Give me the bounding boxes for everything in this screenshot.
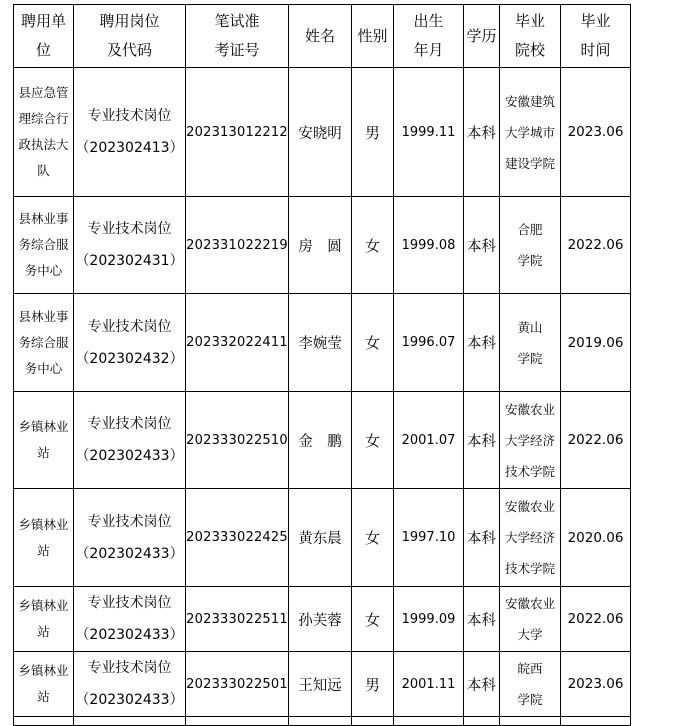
unit-cell <box>14 197 74 294</box>
edu-cell <box>464 652 500 717</box>
column-header-unit <box>14 5 74 68</box>
birth-value: 1999.09 <box>401 611 456 627</box>
school-cell <box>500 652 561 717</box>
unit-cell <box>14 489 74 587</box>
post-line: 专业技术岗位 <box>87 660 172 676</box>
time-cell <box>561 489 631 587</box>
gender-cell <box>352 197 394 294</box>
school-line: 技术学院 <box>504 463 555 479</box>
post-cell <box>74 392 186 489</box>
school-line: 学院 <box>517 253 543 268</box>
unit-cell <box>14 68 74 197</box>
school-line: 大学 <box>517 627 543 642</box>
post-line: （202302433） <box>75 448 184 464</box>
school-cell <box>500 68 561 197</box>
school-cell <box>500 587 561 652</box>
post-line: 专业技术岗位 <box>87 595 172 611</box>
school-line: 大学城市 <box>504 124 555 140</box>
gender-cell <box>352 652 394 717</box>
exam-value: 202333022511 <box>186 611 288 627</box>
unit-line: 站 <box>37 542 50 558</box>
name-value: 孙芙蓉 <box>298 612 342 629</box>
school-line: 技术学院 <box>504 561 555 576</box>
column-header-text: 位 <box>35 41 51 59</box>
birth-cell <box>394 392 464 489</box>
school-line: 学院 <box>517 350 543 366</box>
unit-line: 务中心 <box>24 360 63 376</box>
exam-value: 202333022501 <box>186 676 288 692</box>
birth-cell <box>394 294 464 392</box>
edu-cell <box>464 392 500 489</box>
exam-value: 202333022425 <box>186 530 288 545</box>
column-header-text: 年月 <box>413 41 444 59</box>
edu-cell <box>464 587 500 652</box>
unit-line: 县林业事 <box>18 308 69 324</box>
table-row-partial <box>14 717 631 726</box>
post-cell <box>74 587 186 652</box>
birth-cell <box>394 489 464 587</box>
school-line: 安徽农业 <box>504 401 555 417</box>
edu-value: 本科 <box>467 612 496 629</box>
column-header-text: 性别 <box>357 26 388 45</box>
column-header-post <box>74 5 186 68</box>
unit-line: 站 <box>37 689 50 704</box>
table-row <box>14 587 631 652</box>
school-line: 安徽农业 <box>504 596 555 611</box>
gender-value: 女 <box>364 529 380 547</box>
time-cell-empty <box>561 717 631 726</box>
recruitment-roster-table <box>13 4 631 726</box>
name-cell <box>289 587 352 652</box>
edu-cell <box>464 68 500 197</box>
table-row <box>14 489 631 587</box>
unit-line: 务综合服 <box>18 237 69 252</box>
exam-cell <box>186 489 289 587</box>
gender-cell <box>352 587 394 652</box>
column-header-text: 毕业 <box>580 12 611 30</box>
unit-line: 县应急管 <box>18 85 69 100</box>
edu-value: 本科 <box>467 125 496 142</box>
exam-cell <box>186 587 289 652</box>
edu-value: 本科 <box>467 336 496 352</box>
exam-value: 202313012212 <box>186 124 288 140</box>
exam-value: 202331022219 <box>186 237 288 253</box>
name-cell-empty <box>289 717 352 726</box>
post-cell <box>74 197 186 294</box>
post-line: 专业技术岗位 <box>87 108 172 124</box>
time-cell <box>561 68 631 197</box>
school-cell-empty <box>500 717 561 726</box>
time-value: 2019.06 <box>567 334 624 351</box>
birth-cell-empty <box>394 717 464 726</box>
name-cell <box>289 68 352 197</box>
post-line: （202302431） <box>75 253 184 269</box>
gender-value: 男 <box>364 675 380 694</box>
post-cell <box>74 652 186 717</box>
birth-value: 1999.11 <box>401 124 456 140</box>
post-line: 专业技术岗位 <box>87 416 172 432</box>
table-row <box>14 68 631 197</box>
name-value: 房 圆 <box>298 238 342 255</box>
edu-cell <box>464 489 500 587</box>
gender-value: 女 <box>364 334 380 352</box>
column-header-text: 考证号 <box>214 41 260 59</box>
name-value: 李婉莹 <box>298 336 342 352</box>
time-value: 2022.06 <box>567 611 624 627</box>
table-row <box>14 197 631 294</box>
post-line: 专业技术岗位 <box>87 513 172 530</box>
exam-cell <box>186 652 289 717</box>
gender-value: 女 <box>364 431 380 450</box>
exam-value: 202333022510 <box>186 432 288 448</box>
unit-line: 乡镇林业 <box>18 419 69 434</box>
edu-value: 本科 <box>467 238 496 255</box>
birth-value: 2001.07 <box>401 432 456 448</box>
post-line: （202302433） <box>75 627 184 643</box>
unit-line: 务综合服 <box>18 334 69 350</box>
birth-value: 1999.08 <box>401 237 456 253</box>
edu-cell-empty <box>464 717 500 726</box>
school-cell <box>500 197 561 294</box>
column-header-edu <box>464 5 500 68</box>
column-header-time <box>561 5 631 68</box>
name-cell <box>289 197 352 294</box>
birth-cell <box>394 197 464 294</box>
school-line: 大学经济 <box>504 530 555 545</box>
column-header-text: 时间 <box>580 41 611 59</box>
table-row <box>14 392 631 489</box>
time-value: 2023.06 <box>567 676 624 692</box>
unit-line: 队 <box>37 163 50 178</box>
header-row <box>14 5 631 68</box>
school-line: 建设学院 <box>504 155 555 171</box>
school-cell <box>500 489 561 587</box>
column-header-birth <box>394 5 464 68</box>
unit-cell <box>14 392 74 489</box>
birth-value: 1997.10 <box>401 530 456 545</box>
exam-cell <box>186 392 289 489</box>
post-cell <box>74 68 186 197</box>
post-cell <box>74 294 186 392</box>
column-header-text: 毕业 <box>514 12 545 30</box>
edu-value: 本科 <box>467 677 496 694</box>
name-value: 安晓明 <box>298 125 342 142</box>
birth-cell <box>394 652 464 717</box>
exam-cell <box>186 68 289 197</box>
exam-cell <box>186 294 289 392</box>
unit-line: 务中心 <box>24 263 63 278</box>
unit-line: 站 <box>37 624 50 639</box>
exam-cell <box>186 197 289 294</box>
name-value: 金 鹏 <box>298 433 342 450</box>
edu-value: 本科 <box>467 433 496 450</box>
unit-line: 理综合行 <box>18 111 69 126</box>
time-cell <box>561 587 631 652</box>
gender-cell <box>352 294 394 392</box>
school-line: 皖西 <box>517 661 543 676</box>
post-cell <box>74 489 186 587</box>
time-cell <box>561 652 631 717</box>
post-line: （202302433） <box>75 545 184 562</box>
column-header-text: 聘用岗位 <box>99 12 160 30</box>
column-header-text: 及代码 <box>106 41 152 59</box>
name-cell <box>289 392 352 489</box>
unit-line: 县林业事 <box>18 211 69 226</box>
unit-line: 乡镇林业 <box>18 598 69 613</box>
time-value: 2022.06 <box>567 237 624 253</box>
name-cell <box>289 489 352 587</box>
unit-cell-empty <box>14 717 74 726</box>
gender-cell <box>352 392 394 489</box>
unit-line: 乡镇林业 <box>18 663 69 678</box>
edu-cell <box>464 197 500 294</box>
school-cell <box>500 294 561 392</box>
school-line: 黄山 <box>517 319 543 335</box>
post-line: （202302413） <box>75 140 184 156</box>
school-line: 合肥 <box>517 222 543 237</box>
post-line: （202302432） <box>75 350 184 367</box>
gender-cell <box>352 489 394 587</box>
birth-value: 2001.11 <box>401 676 456 692</box>
school-line: 学院 <box>517 692 543 707</box>
school-line: 大学经济 <box>504 432 555 448</box>
time-value: 2022.06 <box>567 432 624 448</box>
school-line: 安徽建筑 <box>504 93 555 109</box>
name-value: 王知远 <box>298 677 342 694</box>
column-header-text: 聘用单 <box>20 12 66 30</box>
column-header-text: 姓名 <box>304 26 335 45</box>
time-cell <box>561 197 631 294</box>
column-header-gender <box>352 5 394 68</box>
unit-cell <box>14 652 74 717</box>
birth-cell <box>394 587 464 652</box>
gender-value: 男 <box>364 123 380 142</box>
edu-cell <box>464 294 500 392</box>
time-value: 2020.06 <box>567 529 624 546</box>
column-header-name <box>289 5 352 68</box>
exam-value: 202332022411 <box>186 335 288 350</box>
time-cell <box>561 294 631 392</box>
time-value: 2023.06 <box>567 124 624 140</box>
column-header-text: 院校 <box>514 41 545 59</box>
name-cell <box>289 652 352 717</box>
column-header-school <box>500 5 561 68</box>
unit-cell <box>14 587 74 652</box>
unit-cell <box>14 294 74 392</box>
time-cell <box>561 392 631 489</box>
birth-cell <box>394 68 464 197</box>
unit-line: 站 <box>37 445 50 460</box>
exam-cell-empty <box>186 717 289 726</box>
post-line: （202302433） <box>75 692 184 708</box>
gender-cell-empty <box>352 717 394 726</box>
birth-value: 1996.07 <box>401 335 456 350</box>
gender-value: 女 <box>364 236 380 255</box>
name-value: 黄东晨 <box>298 531 342 547</box>
table-row <box>14 652 631 717</box>
table-row <box>14 294 631 392</box>
column-header-text: 出生 <box>413 12 444 30</box>
school-cell <box>500 392 561 489</box>
unit-line: 政执法大 <box>18 137 69 152</box>
gender-value: 女 <box>364 610 380 629</box>
name-cell <box>289 294 352 392</box>
column-header-exam <box>186 5 289 68</box>
post-line: 专业技术岗位 <box>87 221 172 237</box>
edu-value: 本科 <box>467 531 496 547</box>
post-line: 专业技术岗位 <box>87 318 172 335</box>
roster-body <box>14 68 631 726</box>
unit-line: 乡镇林业 <box>18 516 69 532</box>
gender-cell <box>352 68 394 197</box>
column-header-text: 笔试准 <box>214 12 260 30</box>
column-header-text: 学历 <box>466 26 497 45</box>
school-line: 安徽农业 <box>504 499 555 514</box>
post-cell-empty <box>74 717 186 726</box>
